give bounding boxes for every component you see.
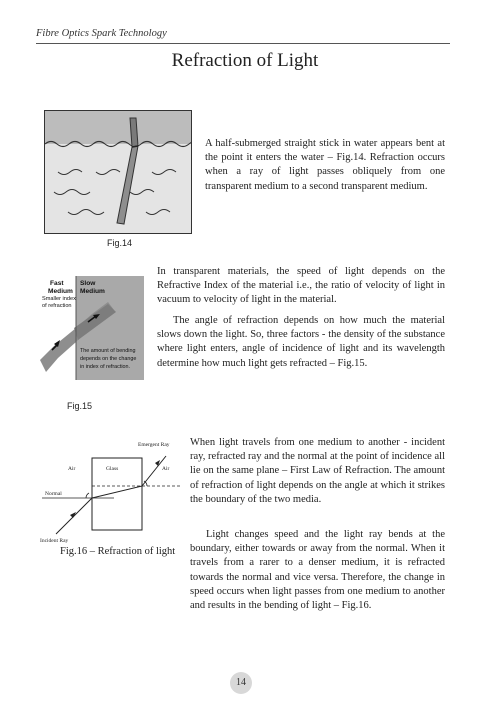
page-title: Refraction of Light bbox=[171, 50, 319, 71]
fig15-refraction-medium-image bbox=[34, 276, 146, 380]
fig16-label-normal: Normal bbox=[45, 491, 62, 497]
fig16-paragraph-1: When light travels from one medium to another - incident ray, refracted ray and the normal at the point of incidence all lie on the same plane – First Law of Refraction. The amount of refraction of light depends on the angle at which it strikes the boundary of the two media. bbox=[190, 437, 445, 505]
svg-text:Fast Medium: Fast Medium bbox=[48, 280, 73, 295]
fig15-label-fast: Fast bbox=[50, 280, 64, 287]
fig15-label-note: The amount of bending bbox=[80, 348, 136, 354]
fig15-caption: Fig.15 bbox=[67, 401, 93, 411]
fig16-label-air-left: Air bbox=[68, 466, 76, 472]
fig16-label-incident-ray: Incident Ray bbox=[40, 538, 69, 544]
fig16-paragraph-2: Light changes speed and the light ray bends at the boundary, either towards or away from the normal. When it travels from a rarer to a denser medium, it is refracted towards the normal and vice versa. Therefore, the change in speed occurs when light passes from one medium to another and results in the bending of light – Fig.16. bbox=[190, 529, 445, 612]
fig15-label-slow: Slow bbox=[80, 280, 96, 287]
svg-text:Smaller index of refractio: Smaller index of refraction bbox=[42, 296, 76, 309]
fig16-label-emergent-ray: Emergent Ray bbox=[138, 442, 170, 448]
svg-text:Slow Medium: Slow Medium bbox=[80, 280, 105, 295]
fig16-refraction-diagram bbox=[36, 436, 182, 544]
fig14-caption: Fig.14 bbox=[107, 238, 133, 248]
page-number: 14 bbox=[230, 672, 252, 694]
fig15-label-smaller-index: Smaller index bbox=[42, 296, 76, 302]
header-rule bbox=[36, 43, 450, 44]
fig14-stick-in-water-image bbox=[44, 110, 192, 234]
fig15-paragraph-2: The angle of refraction depends on how much the material slows down the light. So, three factors - the density of the substance where light enters, angle of incidence of light and its wavelength determine how much light gets refracted – Fig.15. bbox=[157, 315, 445, 369]
fig16-caption: Fig.16 – Refraction of light bbox=[60, 546, 176, 557]
svg-text:The amount of bending depe: The amount of bending depends on the change in index of refraction. bbox=[80, 348, 137, 370]
running-header: Fibre Optics Spark Technology bbox=[36, 28, 167, 39]
fig16-label-air-right: Air bbox=[162, 466, 170, 472]
fig15-paragraph-1: In transparent materials, the speed of light depends on the Refractive Index of the material i.e., the ratio of velocity of light in vacuum to velocity of light in the material. bbox=[157, 266, 445, 306]
fig16-label-glass: Glass bbox=[106, 466, 119, 472]
fig14-paragraph: A half-submerged straight stick in water appears bent at the point it enters the water – Fig.14. Refraction occurs when a ray of light passes obliquely from one transparent medium to a second transparent medium. bbox=[205, 138, 445, 192]
